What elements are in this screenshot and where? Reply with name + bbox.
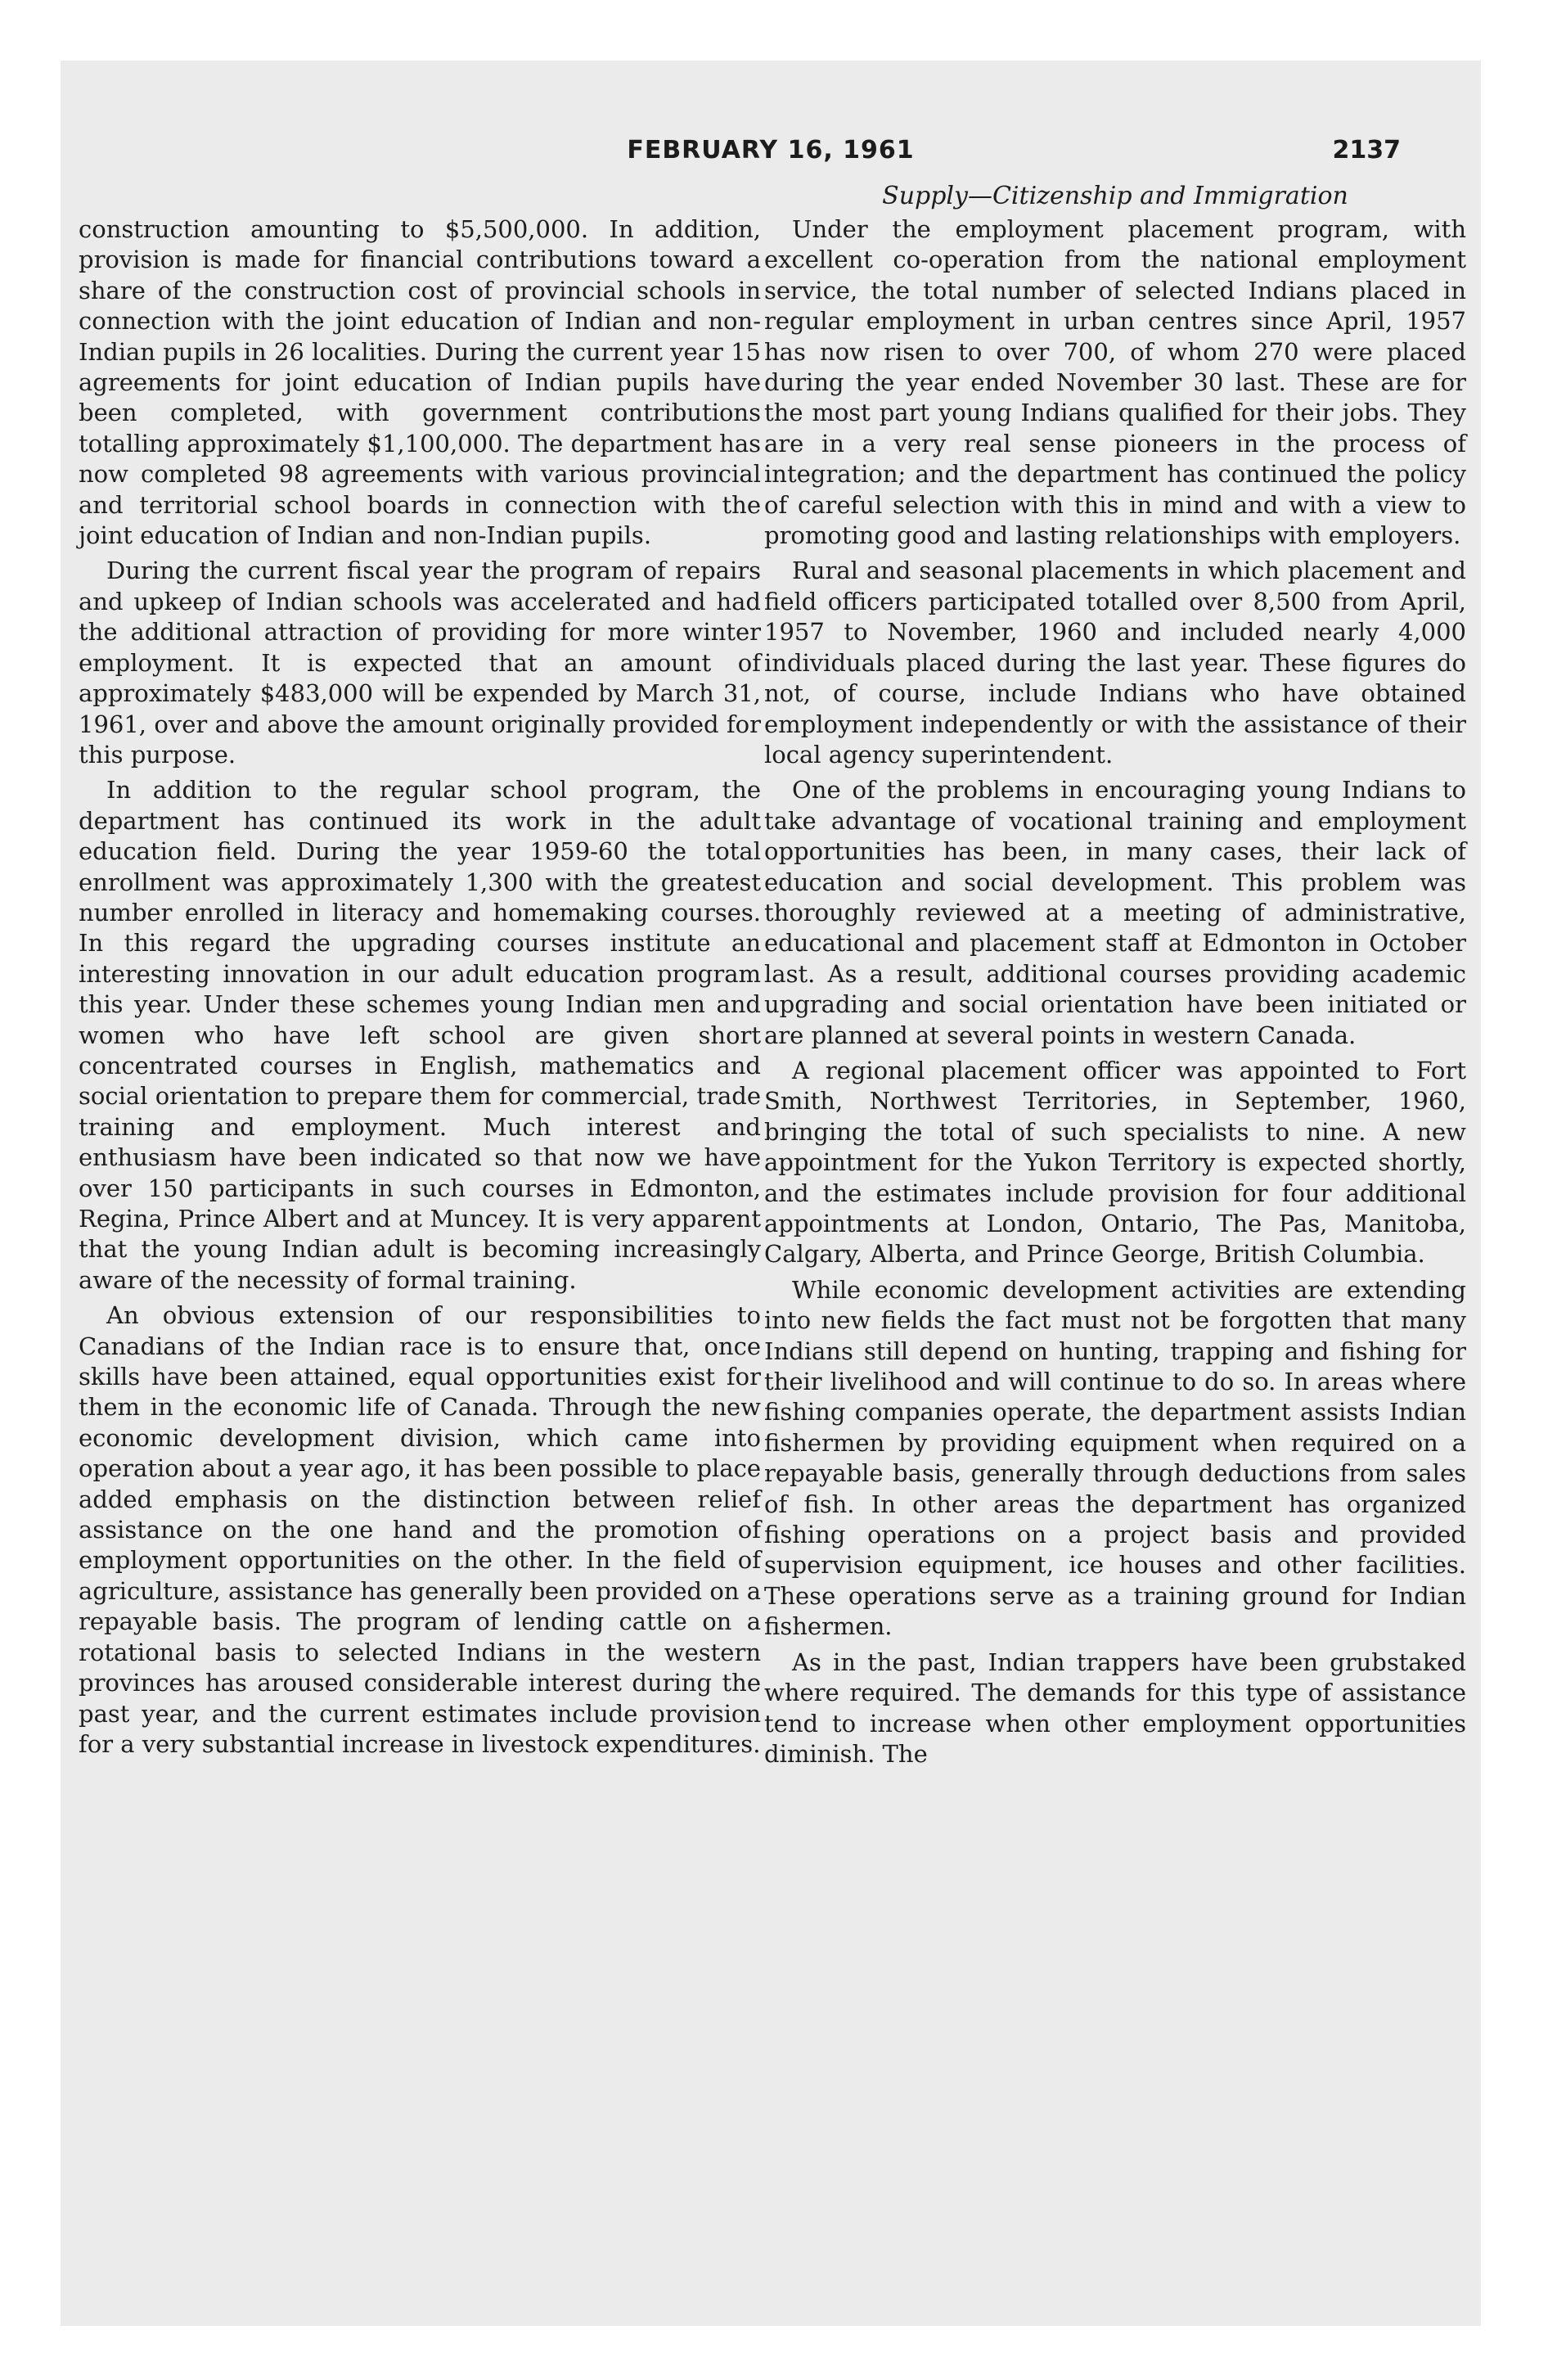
paragraph: construction amounting to $5,500,000. In addition, provision is made for financial contributions toward a share of the construction cost of provincial schools in connection with the joint education of Indian and non-Indian pupils in 26 localities. During the current year 15 agreements for joint education of Indian pupils have been completed, with government contributions totalling approximately $1,100,000. The department has now completed 98 agreements with various provincial and territorial school boards in connection with the joint education of Indian and non-Indian pupils. (79, 215, 761, 550)
page-number: 2137 (1332, 136, 1401, 165)
paragraph: One of the problems in encouraging young Indians to take advantage of vocational training and employment opportunities has been, in many cases, their lack of education and social development. This problem was thoroughly reviewed at a meeting of administrative, educational and placement staff at Edmonton in October last. As a result, additional courses providing academic upgrading and social orientation have been initiated or are planned at several points in western Canada. (764, 776, 1466, 1049)
paragraph: A regional placement officer was appointed to Fort Smith, Northwest Territories, in September, 1960, bringing the total of such specialists to nine. A new appointment for the Yukon Territory is expected shortly, and the estimates include provision for four additional appointments at London, Ontario, The Pas, Manitoba, Calgary, Alberta, and Prince George, British Columbia. (764, 1056, 1466, 1269)
section-heading: Supply—Citizenship and Immigration (882, 182, 1348, 210)
paragraph: Rural and seasonal placements in which placement and field officers participated totalled over 8,500 from April, 1957 to November, 1960 and included nearly 4,000 individuals placed during the last year. These figures do not, of course, include Indians who have obtained employment independently or with the assistance of their local agency superintendent. (764, 557, 1466, 769)
header-date: FEBRUARY 16, 1961 (627, 136, 915, 165)
paragraph: Under the employment placement program, with excellent co-operation from the national employment service, the total number of selected Indians placed in regular employment in urban centres since April, 1957 has now risen to over 700, of whom 270 were placed during the year ended November 30 last. These are for the most part young Indians qualified for their jobs. They are in a very real sense pioneers in the process of integration; and the department has continued the policy of careful selection with this in mind and with a view to promoting good and lasting relationships with employers. (764, 215, 1466, 550)
right-column (764, 214, 1466, 1774)
paragraph: An obvious extension of our responsibilities to Canadians of the Indian race is to ensure that, once skills have been attained, equal opportunities exist for them in the economic life of Canada. Through the new economic development division, which came into operation about a year ago, it has been possible to place added emphasis on the distinction between relief assistance on the one hand and the promotion of employment opportunities on the other. In the field of agriculture, assistance has generally been provided on a repayable basis. The program of lending cattle on a rotational basis to selected Indians in the western provinces has aroused considerable interest during the past year, and the current estimates include provision for a very substantial increase in livestock expenditures. (79, 1301, 761, 1758)
hansard-page (61, 61, 1481, 2326)
left-column (79, 214, 761, 1765)
paragraph: As in the past, Indian trappers have been grubstaked where required. The demands for this type of assistance tend to increase when other employment opportunities diminish. The (764, 1648, 1466, 1768)
paragraph: During the current fiscal year the program of repairs and upkeep of Indian schools was accelerated and had the additional attraction of providing for more winter employment. It is expected that an amount of approximately $483,000 will be expended by March 31, 1961, over and above the amount originally provided for this purpose. (79, 557, 761, 769)
paragraph: While economic development activities are extending into new fields the fact must not be forgotten that many Indians still depend on hunting, trapping and fishing for their livelihood and will continue to do so. In areas where fishing companies operate, the department assists Indian fishermen by providing equipment when required on a repayable basis, generally through deductions from sales of fish. In other areas the department has organized fishing operations on a project basis and provided supervision equipment, ice houses and other facilities. These operations serve as a training ground for Indian fishermen. (764, 1275, 1466, 1641)
page-header (61, 136, 1481, 177)
paragraph: In addition to the regular school program, the department has continued its work in the adult education field. During the year 1959-60 the total enrollment was approximately 1,300 with the greatest number enrolled in literacy and homemaking courses. In this regard the upgrading courses institute an interesting innovation in our adult education program this year. Under these schemes young Indian men and women who have left school are given short concentrated courses in English, mathematics and social orientation to prepare them for commercial, trade training and employment. Much interest and enthusiasm have been indicated so that now we have over 150 participants in such courses in Edmonton, Regina, Prince Albert and at Muncey. It is very apparent that the young Indian adult is becoming increasingly aware of the necessity of formal training. (79, 776, 761, 1294)
